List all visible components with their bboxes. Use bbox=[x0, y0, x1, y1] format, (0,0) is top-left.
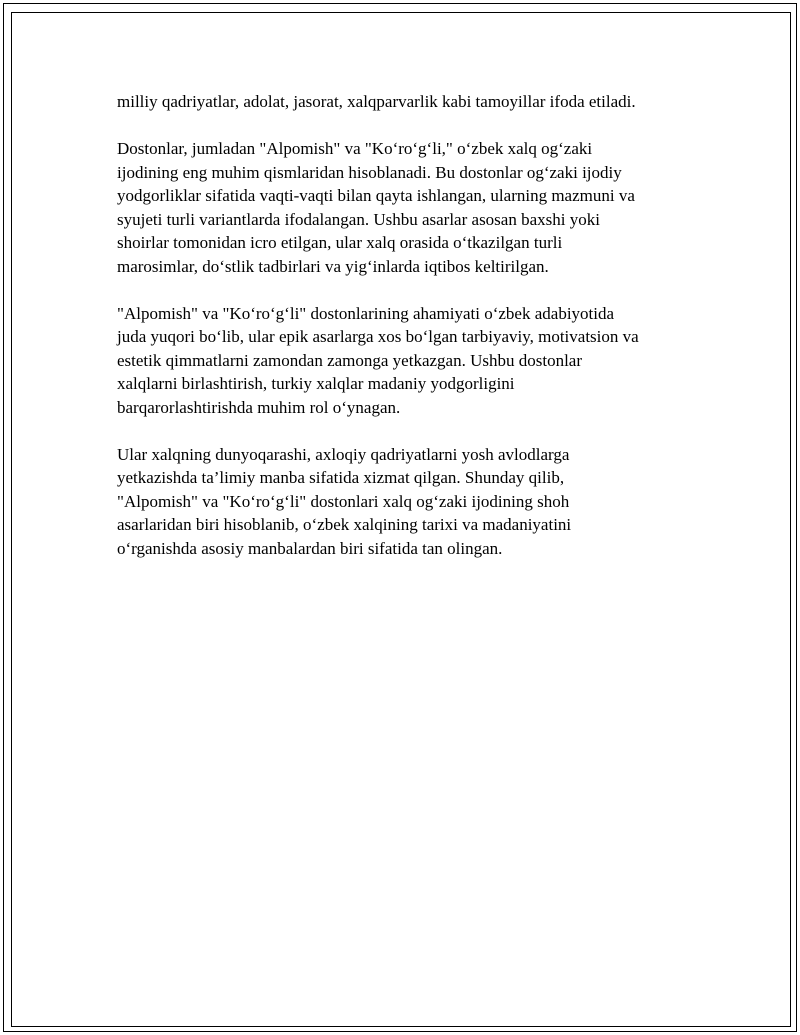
text-line: "Alpomish" va "Ko‘ro‘g‘li" dostonlarining ahamiyati o‘zbek adabiyotida bbox=[117, 303, 615, 323]
text-line: yodgorliklar sifatida vaqti-vaqti bilan qayta ishlangan, ularning mazmuni va bbox=[117, 186, 635, 205]
paragraph-2 bbox=[117, 137, 717, 278]
text-line: syujeti turli variantlarda ifodalangan. Ushbu asarlar asosan baxshi yoki bbox=[117, 209, 600, 229]
text-line: Ular xalqning dunyoqarashi, axloqiy qadriyatlarni yosh avlodlarga bbox=[117, 444, 570, 464]
text-line: milliy qadriyatlar, adolat, jasorat, xalqparvarlik kabi tamoyillar ifoda etiladi. bbox=[117, 92, 636, 111]
text-line: marosimlar, do‘stlik tadbirlari va yig‘inlarda iqtibos keltirilgan. bbox=[117, 256, 549, 276]
text-line: o‘rganishda asosiy manbalardan biri sifatida tan olingan. bbox=[117, 538, 503, 558]
text-line: ijodining eng muhim qismlaridan hisoblanadi. Bu dostonlar og‘zaki ijodiy bbox=[117, 162, 622, 182]
text-line: "Alpomish" va "Ko‘ro‘g‘li" dostonlari xalq og‘zaki ijodining shoh bbox=[117, 491, 570, 511]
text-line: barqarorlashtirishda muhim rol o‘ynagan. bbox=[117, 397, 401, 417]
paragraph-1 bbox=[117, 90, 717, 114]
text-line: estetik qimmatlarni zamondan zamonga yetkazgan. Ushbu dostonlar bbox=[117, 350, 583, 370]
document-body bbox=[117, 90, 717, 584]
text-line: juda yuqori bo‘lib, ular epik asarlarga xos bo‘lgan tarbiyaviy, motivatsion va bbox=[117, 327, 639, 346]
text-line: asarlaridan biri hisoblanib, o‘zbek xalqining tarixi va madaniyatini bbox=[117, 515, 572, 534]
text-line: yetkazishda ta’limiy manba sifatida xizmat qilgan. Shunday qilib, bbox=[117, 468, 565, 487]
text-line: xalqlarni birlashtirish, turkiy xalqlar madaniy yodgorligini bbox=[117, 374, 515, 393]
text-line: shoirlar tomonidan icro etilgan, ular xalq orasida o‘tkazilgan turli bbox=[117, 233, 563, 252]
text-line: Dostonlar, jumladan "Alpomish" va "Ko‘ro‘g‘li," o‘zbek xalq og‘zaki bbox=[117, 139, 593, 158]
paragraph-3 bbox=[117, 302, 717, 420]
paragraph-4 bbox=[117, 443, 717, 561]
